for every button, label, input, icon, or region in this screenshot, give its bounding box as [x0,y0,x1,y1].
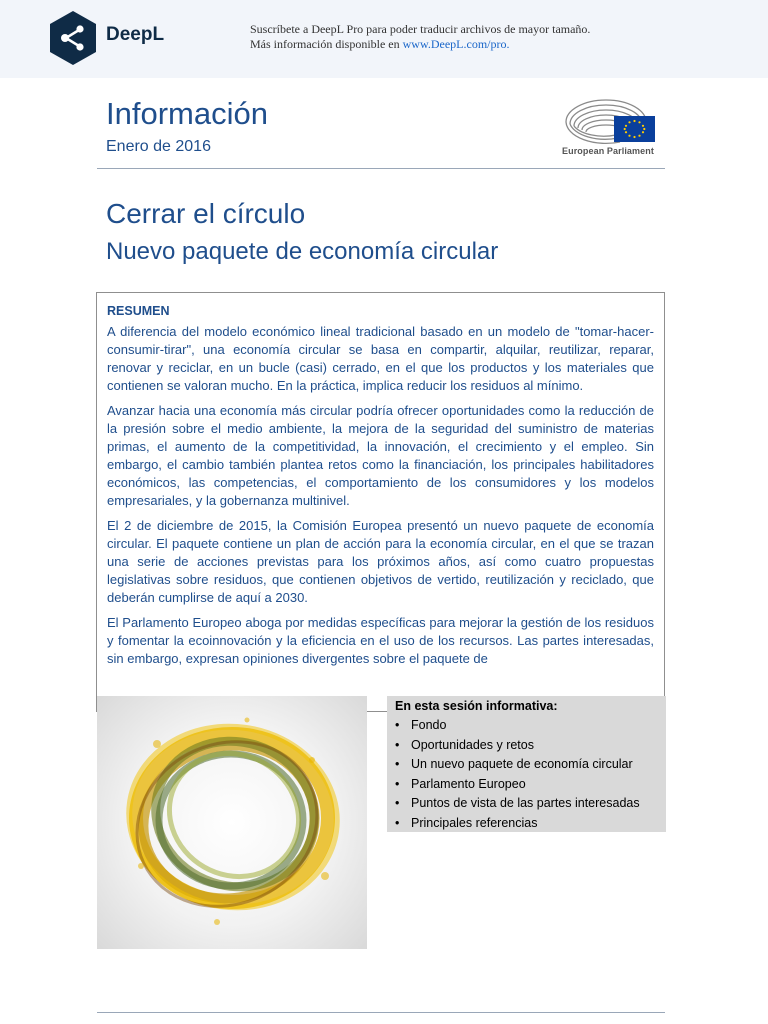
summary-paragraph: El 2 de diciembre de 2015, la Comisión Europea presentó un nuevo paquete de economía circular. El paquete contiene un plan de acción para la economía circular, en el que se trazan una serie de acciones previstas para los próximos años, así como cuatro propuestas legislativas sobre residuos, que contienen objetivos de vertido, reutilización y reciclado, que deberán cumplirse de aquí a 2030. [107,518,654,605]
list-item [395,736,658,756]
briefing-type-title: Información [106,96,268,131]
list-item [395,716,658,736]
list-item-label: Un nuevo paquete de economía circular [411,757,633,771]
deepl-pro-link[interactable]: www.DeepL.com/pro. [402,37,510,51]
european-parliament-label: European Parliament [562,146,654,156]
promo-line-1: Suscríbete a DeepL Pro para poder traducir archivos de mayor tamaño. [250,22,591,36]
header-divider [97,168,665,169]
summary-box [96,292,665,712]
promo-line-2 [250,37,590,52]
list-item [395,794,658,814]
footer-divider [97,1012,665,1013]
briefing-date: Enero de 2016 [106,138,211,155]
bullet-marker: • [395,796,400,810]
list-item-label: Fondo [411,718,447,732]
summary-heading: RESUMEN [107,304,170,318]
list-item-label: Principales referencias [411,815,538,830]
promo-line-2-prefix: Más información disponible en [250,37,403,51]
bullet-marker: • [395,776,400,791]
list-item-label: Parlamento Europeo [411,776,526,791]
bullet-marker: • [395,757,400,771]
list-item-label: Oportunidades y retos [411,737,534,752]
circular-ring-graphic [97,696,367,949]
in-this-briefing-heading: En esta sesión informativa: [395,699,558,713]
deepl-share-logo-icon[interactable] [48,10,98,66]
bullet-marker: • [395,737,400,752]
deepl-brand-name: DeepL [106,24,165,45]
summary-paragraph: Avanzar hacia una economía más circular podría ofrecer oportunidades como la reducción de la presión sobre el medio ambiente, la mejora de la seguridad del suministro de materias primas, el aumento de la competitividad, la innovación, el crecimiento y el empleo. Sin embargo, el cambio también plantea retos como la financiación, los principales habilitadores económicos, las competencias, el comportamiento de los consumidores y los modelos empresariales, y la gobernanza multinivel. [107,403,654,508]
summary-paragraph: El Parlamento Europeo aboga por medidas específicas para mejorar la gestión de los residuos y fomentar la ecoinnovación y la eficiencia en el uso de los recursos. Las partes interesadas, sin embargo, expresan opiniones divergentes sobre el paquete de [107,615,654,666]
in-this-briefing-list [395,716,658,833]
summary-paragraph: A diferencia del modelo económico lineal tradicional basado en un modelo de "tomar-hacer-consumir-tirar", una economía circular se basa en compartir, alquilar, reutilizar, reparar, renovar y reciclar, en un bucle (casi) cerrado, en el que los productos y los materiales que contienen se valoran mucho. En la práctica, implica reducir los residuos al mínimo. [107,324,654,393]
list-item-label: Puntos de vista de las partes interesadas [411,796,640,810]
list-item [395,775,658,795]
bullet-marker: • [395,815,400,830]
bullet-marker: • [395,718,400,732]
list-item [395,814,658,834]
document-subtitle: Nuevo paquete de economía circular [106,238,499,265]
document-title: Cerrar el círculo [106,198,306,229]
list-item [395,755,658,775]
circular-ring-illustration [97,696,367,949]
deepl-banner [0,0,768,78]
in-this-briefing-box [387,696,666,832]
deepl-promo-text [250,22,590,52]
